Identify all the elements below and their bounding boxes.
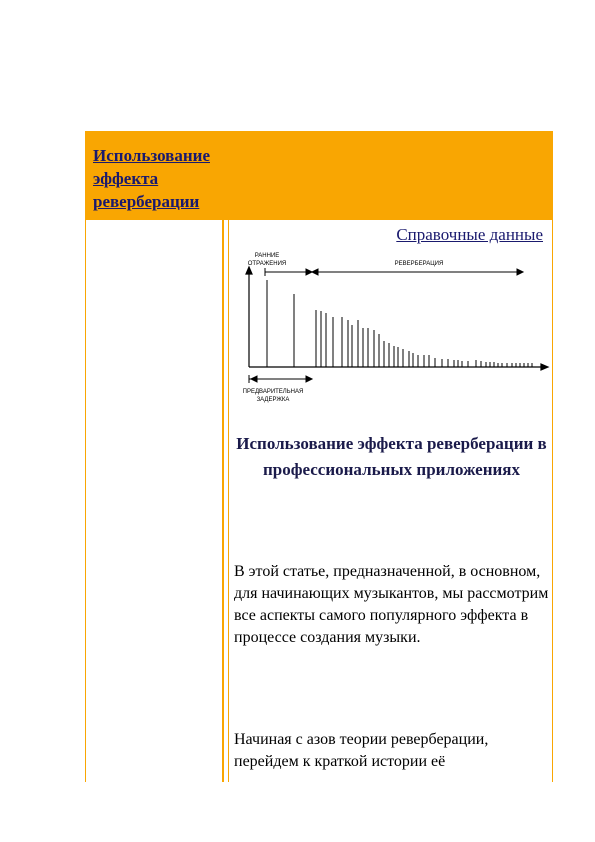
axes <box>246 267 548 370</box>
impulse-lines <box>267 280 532 367</box>
label-early-1: РАННИЕ <box>254 253 280 259</box>
reverb-span-arrow <box>312 269 523 275</box>
reverb-diagram <box>232 247 552 407</box>
label-reverb: РЕВЕРБЕРАЦИЯ <box>394 261 444 267</box>
label-predelay-1: ПРЕДВАРИТЕЛЬНАЯ <box>242 389 304 395</box>
header-band <box>85 131 553 219</box>
content-column <box>228 219 553 782</box>
left-column <box>85 219 224 782</box>
article-paragraph: Начиная с азов теории реверберации, перейдем к краткой истории её <box>234 731 489 770</box>
label-predelay-2: ЗАДЕРЖКА <box>256 397 290 403</box>
header-link[interactable]: Использование эффекта реверберации <box>93 146 210 211</box>
article-title: Использование эффекта реверберации в профессиональных приложениях <box>236 434 547 479</box>
predelay-arrow <box>249 375 312 383</box>
reference-link[interactable]: Справочные данные <box>396 225 543 244</box>
early-span-arrow <box>265 268 312 276</box>
article-paragraph: В этой статье, предназначенной, в основном, для начинающих музыкантов, мы рассмотрим все аспекты самого популярного эффекта в процессе создания музыки. <box>234 563 549 646</box>
label-early-2: ОТРАЖЕНИЯ <box>247 261 287 267</box>
